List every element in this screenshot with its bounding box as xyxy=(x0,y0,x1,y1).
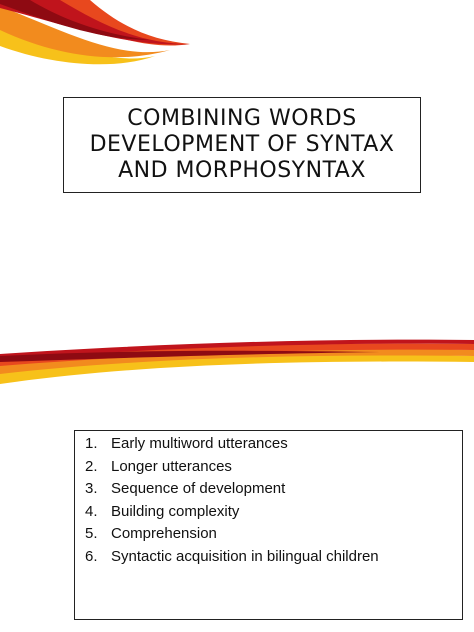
swoosh-band-orange xyxy=(0,6,170,57)
title-line-2: DEVELOPMENT OF SYNTAX xyxy=(89,132,395,157)
list-item-number: 5. xyxy=(85,525,98,542)
list-item xyxy=(85,456,462,479)
list-item-text: Building complexity xyxy=(111,502,240,520)
swoosh-band-dark xyxy=(0,351,380,362)
list-item-text: Longer utterances xyxy=(111,457,232,475)
swoosh-band-crimson xyxy=(0,0,190,44)
swoosh-band-dark xyxy=(0,0,150,40)
list-item-text: Syntactic acquisition in bilingual children xyxy=(111,547,379,565)
title-line-3: AND MORPHOSYNTAX xyxy=(118,158,366,183)
list-item xyxy=(85,546,462,569)
list-item-number: 6. xyxy=(85,547,98,565)
list-item-number: 4. xyxy=(85,502,98,520)
swoosh-band-yellow xyxy=(0,18,155,64)
list-item xyxy=(85,523,462,546)
list-item xyxy=(85,501,462,524)
list-item xyxy=(85,433,462,456)
swoosh-band-red xyxy=(0,0,190,46)
outline-list xyxy=(74,430,463,620)
decorative-swoosh xyxy=(0,0,474,100)
list-item-number: 3. xyxy=(85,480,98,497)
list-item-number: 1. xyxy=(85,435,98,452)
title-box xyxy=(63,97,421,193)
list-item-text: Sequence of development xyxy=(111,480,286,497)
swoosh-band-yellow xyxy=(0,354,474,384)
swoosh-band-red xyxy=(0,344,474,366)
list-item xyxy=(85,478,462,501)
swoosh-band-orange xyxy=(0,348,474,374)
list-item-text: Comprehension xyxy=(111,525,217,542)
outline-slide xyxy=(0,316,474,632)
decorative-swoosh xyxy=(0,316,474,416)
list-item-number: 2. xyxy=(85,457,98,475)
title-line-1: COMBINING WORDS xyxy=(127,106,357,131)
list-item-text: Early multiword utterances xyxy=(111,435,288,452)
swoosh-band-crimson xyxy=(0,340,474,360)
